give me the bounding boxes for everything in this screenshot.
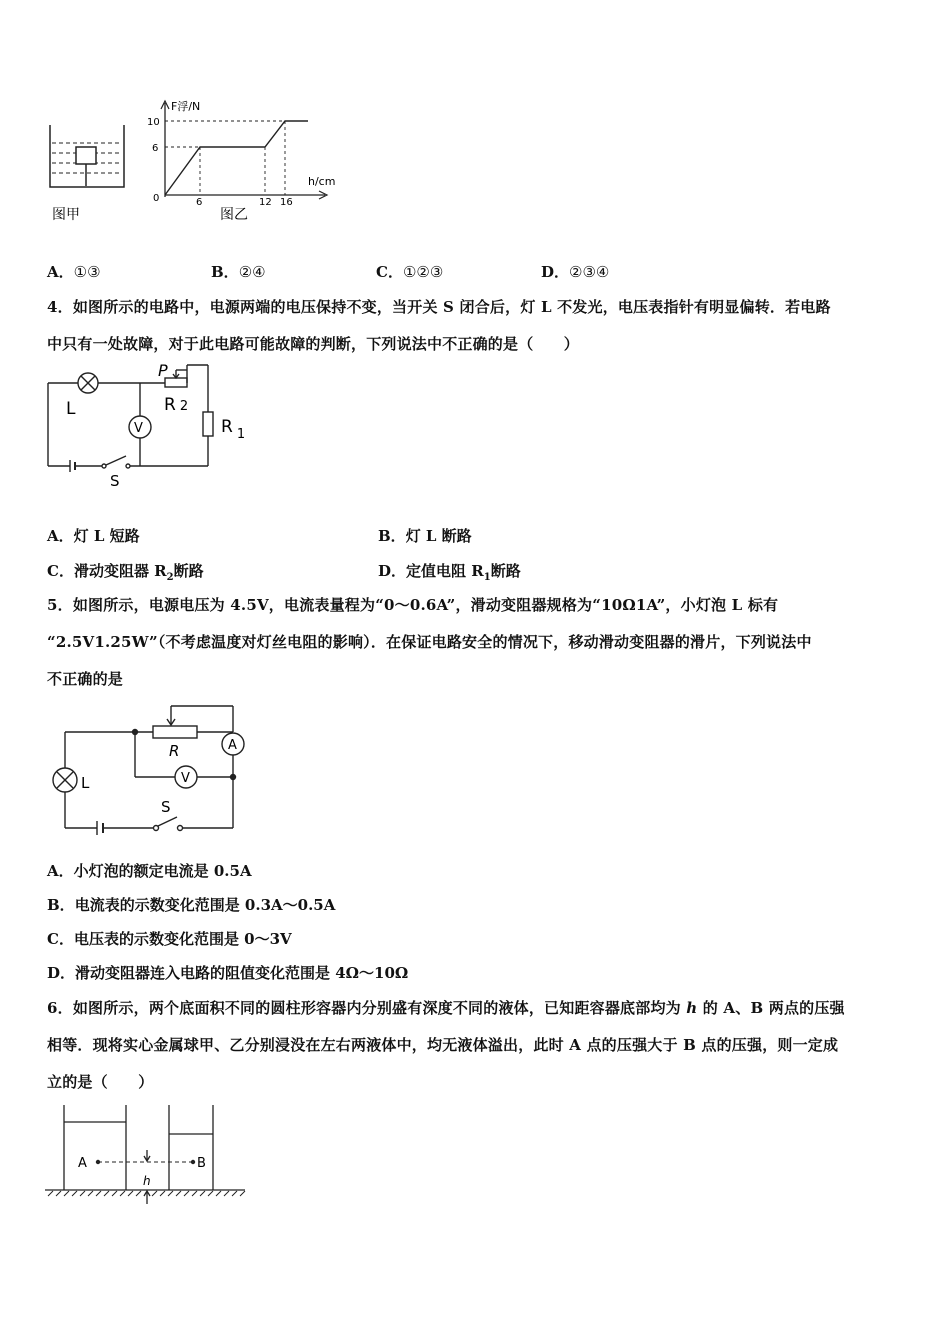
q3-option-b: B．②④ (211, 263, 266, 281)
q4-option-a: A．灯 L 短路 (47, 527, 140, 545)
label-R2: R 2 (164, 395, 189, 415)
origin-label: 0 (153, 193, 160, 204)
q6-stem-line1: 6．如图所示，两个底面积不同的圆柱形容器内分别盛有深度不同的液体，已知距容器底部均为 h 的 A、B 两点的压强 (47, 999, 845, 1017)
q3-option-c: C．①②③ (376, 263, 444, 281)
q4-stem-line1: 4．如图所示的电路中，电源两端的电压保持不变，当开关 S 闭合后，灯 L 不发光，电压表指针有明显偏转．若电路 (47, 298, 831, 316)
q5-stem-line3: 不正确的是 (47, 670, 124, 688)
q3-option-a: A．①③ (47, 263, 101, 281)
x-tick-16: 16 (280, 197, 293, 208)
q5-option-c: C．电压表的示数变化范围是 0～3V (47, 930, 292, 948)
x-tick-12: 12 (259, 197, 272, 208)
rheostat-R (153, 726, 197, 738)
y-tick-6: 6 (152, 143, 159, 154)
q6-containers-figure (40, 1100, 255, 1210)
q5-option-d: D．滑动变阻器连入电路的阻值变化范围是 4Ω～10Ω (47, 964, 409, 982)
label-R1: R $_1$ (221, 417, 246, 442)
label-h: h (143, 1174, 151, 1188)
q5-option-a: A．小灯泡的额定电流是 0.5A (47, 862, 252, 880)
q6-stem-line2: 相等．现将实心金属球甲、乙分别浸没在左右两液体中，均无液体溢出，此时 A 点的压强大于 B 点的压强，则一定成 (47, 1036, 839, 1054)
label-A: A (78, 1156, 87, 1171)
q5-stem-line2: “2.5V1.25W”（不考虑温度对灯丝电阻的影响）．在保证电路安全的情况下，移动滑动变阻器的滑片，下列说法中 (47, 633, 812, 651)
point-A (96, 1160, 100, 1164)
y-tick-10: 10 (147, 117, 160, 128)
point-B (191, 1160, 195, 1164)
q6-stem-line3: 立的是（ ） (47, 1073, 154, 1091)
q4-option-b: B．灯 L 断路 (378, 527, 472, 545)
label-A: A (228, 738, 237, 753)
graph-line (165, 121, 308, 195)
q3-option-d: D．②③④ (541, 263, 610, 281)
label-R: R (169, 742, 180, 760)
force-depth-graph (161, 101, 327, 199)
q5-stem-line1: 5．如图所示，电源电压为 4.5V，电流表量程为“0～0.6A”，滑动变阻器规格为“10Ω1A”，小灯泡 L 标有 (47, 596, 779, 614)
label-P: P (158, 361, 168, 380)
label-V: V (181, 771, 190, 786)
x-axis-label: h/cm (308, 175, 336, 188)
left-caption: 图甲 (52, 207, 80, 223)
x-tick-6: 6 (196, 197, 203, 208)
label-S: S (110, 472, 120, 490)
q4-option-d: D．定值电阻 $R_1$断路 (378, 562, 521, 583)
label-S: S (161, 798, 171, 816)
q4-circuit-figure (40, 360, 260, 490)
q3-figure (40, 95, 350, 230)
label-L: L (66, 399, 76, 419)
resistor-R1 (203, 412, 213, 436)
container-diagram (50, 125, 124, 187)
label-L: L (81, 774, 90, 792)
label-V: V (134, 421, 143, 436)
q5-circuit-figure (45, 700, 260, 840)
rheostat-R2 (165, 378, 187, 387)
q4-option-c: C．滑动变阻器 $R_2$断路 (47, 562, 204, 583)
q5-option-b: B．电流表的示数变化范围是 0.3A～0.5A (47, 896, 336, 914)
right-caption: 图乙 (220, 207, 248, 223)
label-B: B (197, 1156, 206, 1171)
q4-stem-line2: 中只有一处故障，对于此电路可能故障的判断，下列说法中不正确的是（ ） (47, 335, 580, 353)
y-axis-label: F浮/N (171, 100, 201, 113)
